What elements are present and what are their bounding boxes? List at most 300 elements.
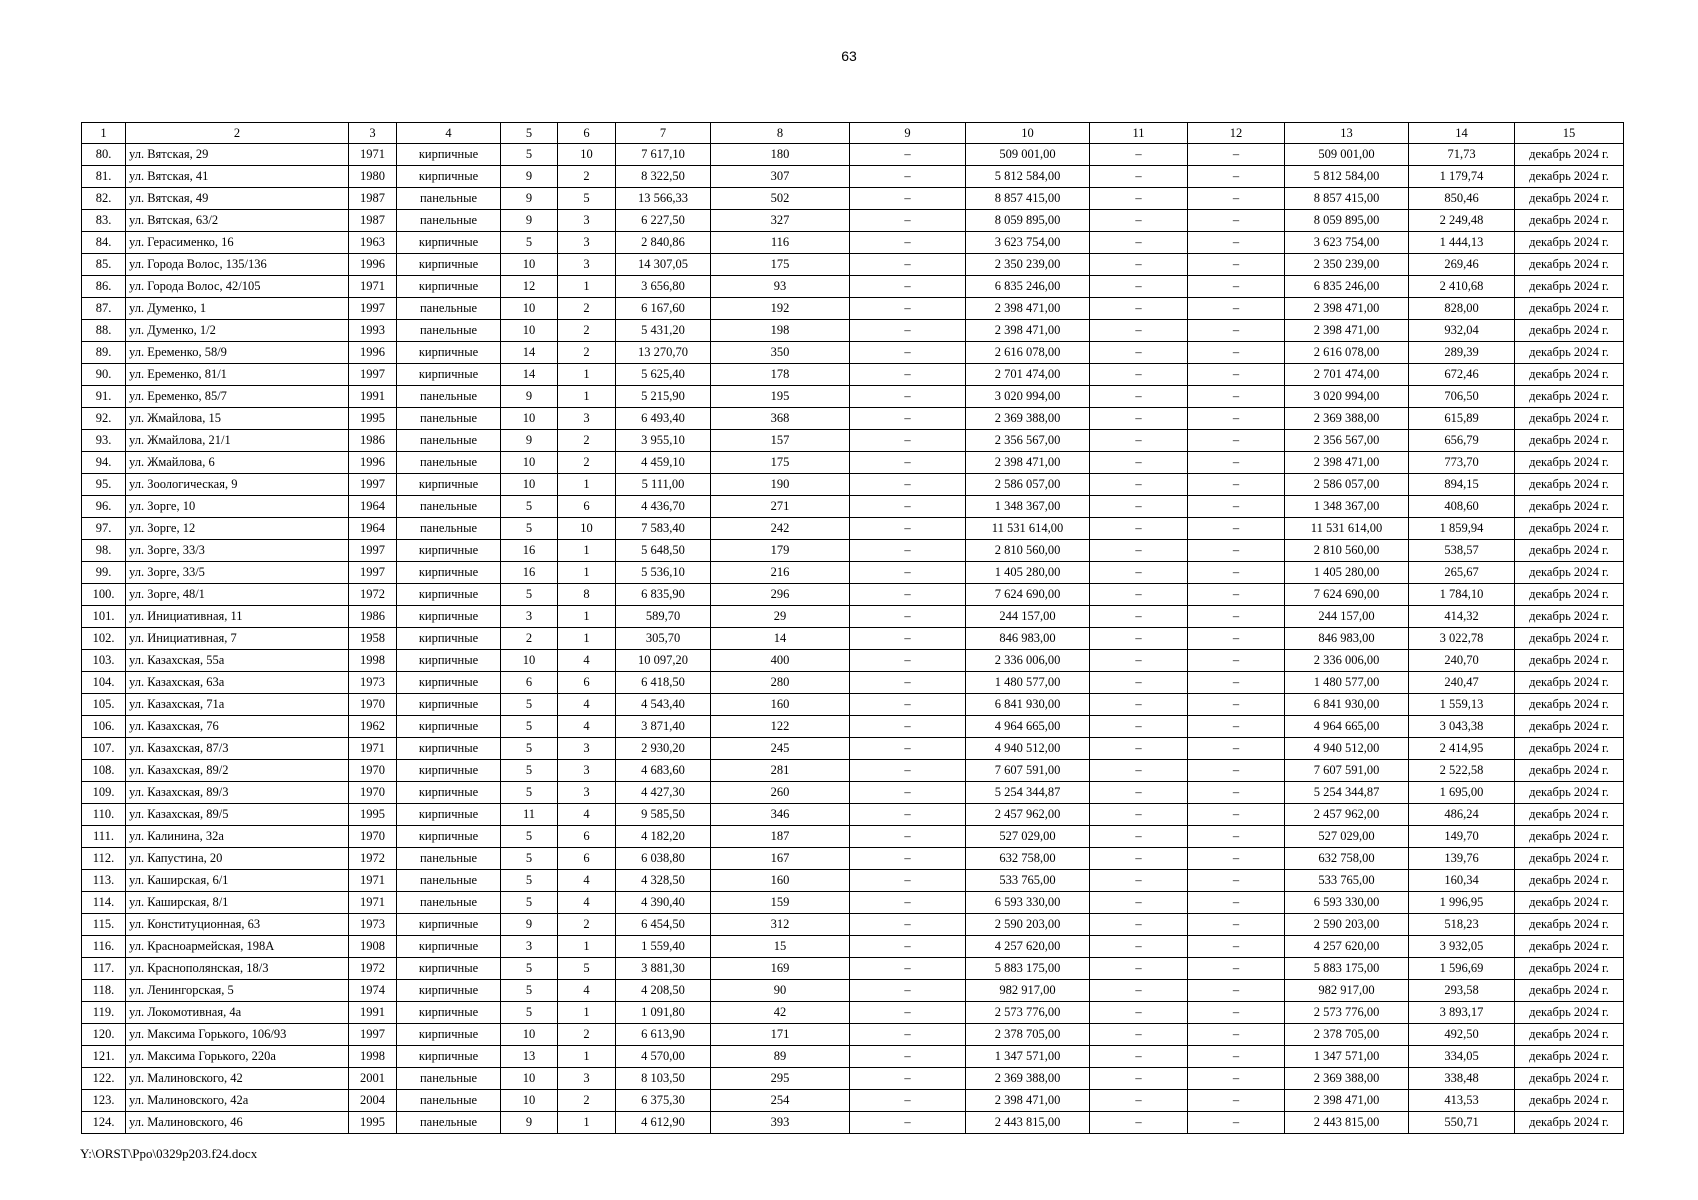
table-cell: ул. Еременко, 85/7 (126, 386, 349, 408)
table-cell: 1964 (349, 518, 397, 540)
table-cell: декабрь 2024 г. (1515, 826, 1624, 848)
table-cell: 2 586 057,00 (1285, 474, 1409, 496)
table-cell: 982 917,00 (1285, 980, 1409, 1002)
file-path-footer: Y:\ORST\Ppo\0329p203.f24.docx (80, 1146, 258, 1161)
table-cell: – (1090, 166, 1188, 188)
table-row (82, 716, 1624, 738)
table-cell: – (1188, 760, 1285, 782)
table-cell: 85. (82, 254, 126, 276)
table-cell: ул. Жмайлова, 15 (126, 408, 349, 430)
table-cell: 240,47 (1409, 672, 1515, 694)
table-row (82, 1068, 1624, 1090)
table-row (82, 408, 1624, 430)
table-cell: 10 097,20 (616, 650, 711, 672)
table-cell: декабрь 2024 г. (1515, 672, 1624, 694)
table-cell: 2 (558, 1090, 616, 1112)
table-cell: 3 022,78 (1409, 628, 1515, 650)
table-cell: 8 322,50 (616, 166, 711, 188)
table-cell: 5 254 344,87 (966, 782, 1090, 804)
table-cell: 408,60 (1409, 496, 1515, 518)
table-cell: 244 157,00 (1285, 606, 1409, 628)
table-cell: 1991 (349, 386, 397, 408)
table-cell: 42 (711, 1002, 850, 1024)
table-cell: – (1090, 1068, 1188, 1090)
table-cell: 2 586 057,00 (966, 474, 1090, 496)
table-row (82, 870, 1624, 892)
table-cell: кирпичные (397, 980, 501, 1002)
table-cell: 160 (711, 694, 850, 716)
table-cell: – (1090, 364, 1188, 386)
table-cell: ул. Ленингорская, 5 (126, 980, 349, 1002)
table-cell: декабрь 2024 г. (1515, 870, 1624, 892)
table-cell: ул. Вятская, 49 (126, 188, 349, 210)
table-cell: – (850, 276, 966, 298)
table-cell: ул. Зорге, 33/3 (126, 540, 349, 562)
table-cell: 160,34 (1409, 870, 1515, 892)
table-cell: 4 (558, 892, 616, 914)
table-cell: 4 257 620,00 (966, 936, 1090, 958)
table-cell: 149,70 (1409, 826, 1515, 848)
table-row (82, 650, 1624, 672)
table-cell: ул. Герасименко, 16 (126, 232, 349, 254)
table-cell: панельные (397, 1112, 501, 1134)
table-cell: 1997 (349, 364, 397, 386)
table-cell: 1970 (349, 782, 397, 804)
table-cell: декабрь 2024 г. (1515, 364, 1624, 386)
table-cell: ул. Конституционная, 63 (126, 914, 349, 936)
table-cell: 773,70 (1409, 452, 1515, 474)
table-cell: панельные (397, 1090, 501, 1112)
table-cell: 198 (711, 320, 850, 342)
table-cell: 2 457 962,00 (1285, 804, 1409, 826)
table-row (82, 232, 1624, 254)
table-cell: 120. (82, 1024, 126, 1046)
table-row (82, 760, 1624, 782)
table-cell: – (850, 804, 966, 826)
table-cell: – (1188, 342, 1285, 364)
table-cell: 5 812 584,00 (966, 166, 1090, 188)
table-cell: 103. (82, 650, 126, 672)
table-cell: 1972 (349, 848, 397, 870)
table-cell: 3 (558, 738, 616, 760)
table-cell: кирпичные (397, 254, 501, 276)
table-cell: ул. Краснополянская, 18/3 (126, 958, 349, 980)
table-cell: ул. Красноармейская, 198А (126, 936, 349, 958)
table-cell: 1997 (349, 298, 397, 320)
table-cell: ул. Вятская, 29 (126, 144, 349, 166)
table-cell: – (850, 298, 966, 320)
table-cell: 1 348 367,00 (1285, 496, 1409, 518)
table-cell: кирпичные (397, 716, 501, 738)
table-cell: 2 398 471,00 (1285, 1090, 1409, 1112)
table-cell: 1 784,10 (1409, 584, 1515, 606)
table-cell: 1 559,13 (1409, 694, 1515, 716)
table-cell: 6 038,80 (616, 848, 711, 870)
table-cell: 98. (82, 540, 126, 562)
table-cell: 4 964 665,00 (966, 716, 1090, 738)
table-cell: ул. Малиновского, 42 (126, 1068, 349, 1090)
table-cell: – (850, 1068, 966, 1090)
table-cell: 2004 (349, 1090, 397, 1112)
table-cell: – (1188, 650, 1285, 672)
table-cell: 5 (501, 144, 558, 166)
table-cell: 5 (501, 826, 558, 848)
table-cell: 706,50 (1409, 386, 1515, 408)
table-cell: 265,67 (1409, 562, 1515, 584)
table-cell: 71,73 (1409, 144, 1515, 166)
table-cell: 6 (501, 672, 558, 694)
table-cell: – (1090, 562, 1188, 584)
table-cell: 109. (82, 782, 126, 804)
table-cell: 81. (82, 166, 126, 188)
table-cell: 3 (501, 936, 558, 958)
table-cell: 1971 (349, 870, 397, 892)
table-cell: 89 (711, 1046, 850, 1068)
table-cell: 5 648,50 (616, 540, 711, 562)
table-cell: 982 917,00 (966, 980, 1090, 1002)
table-cell: 8 (558, 584, 616, 606)
table-cell: панельные (397, 386, 501, 408)
table-cell: ул. Казахская, 89/5 (126, 804, 349, 826)
table-cell: 894,15 (1409, 474, 1515, 496)
table-cell: – (1090, 298, 1188, 320)
table-cell: ул. Казахская, 71а (126, 694, 349, 716)
table-cell: 118. (82, 980, 126, 1002)
table-cell: – (1090, 804, 1188, 826)
table-cell: – (850, 474, 966, 496)
table-cell: – (1188, 232, 1285, 254)
table-cell: 4 570,00 (616, 1046, 711, 1068)
table-cell: 112. (82, 848, 126, 870)
table-cell: декабрь 2024 г. (1515, 804, 1624, 826)
table-cell: – (1090, 650, 1188, 672)
table-cell: панельные (397, 848, 501, 870)
table-cell: – (1090, 276, 1188, 298)
table-cell: 1971 (349, 738, 397, 760)
table-cell: 2 590 203,00 (1285, 914, 1409, 936)
table-cell: – (1188, 474, 1285, 496)
table-cell: – (1090, 540, 1188, 562)
table-cell: 8 857 415,00 (966, 188, 1090, 210)
table-cell: 84. (82, 232, 126, 254)
table-cell: 6 841 930,00 (1285, 694, 1409, 716)
table-cell: ул. Жмайлова, 6 (126, 452, 349, 474)
table-cell: – (1090, 606, 1188, 628)
table-cell: 90. (82, 364, 126, 386)
table-cell: кирпичные (397, 914, 501, 936)
table-cell: 6 227,50 (616, 210, 711, 232)
table-row (82, 936, 1624, 958)
table-cell: панельные (397, 320, 501, 342)
table-cell: 11 531 614,00 (1285, 518, 1409, 540)
table-cell: 8 059 895,00 (966, 210, 1090, 232)
table-cell: кирпичные (397, 364, 501, 386)
table-cell: 2 398 471,00 (1285, 320, 1409, 342)
table-cell: 90 (711, 980, 850, 1002)
table-cell: – (850, 782, 966, 804)
table-cell: ул. Локомотивная, 4а (126, 1002, 349, 1024)
table-cell: 6 375,30 (616, 1090, 711, 1112)
table-cell: 1972 (349, 584, 397, 606)
table-cell: 10 (501, 1024, 558, 1046)
table-cell: 9 (501, 210, 558, 232)
table-cell: 6 835,90 (616, 584, 711, 606)
table-cell: – (1090, 254, 1188, 276)
table-cell: декабрь 2024 г. (1515, 144, 1624, 166)
table-cell: – (850, 452, 966, 474)
table-cell: 2 701 474,00 (1285, 364, 1409, 386)
table-cell: 175 (711, 452, 850, 474)
table-cell: панельные (397, 408, 501, 430)
table-cell: 260 (711, 782, 850, 804)
table-cell: 502 (711, 188, 850, 210)
table-cell: – (1188, 364, 1285, 386)
table-cell: – (1188, 210, 1285, 232)
table-cell: 1 695,00 (1409, 782, 1515, 804)
table-cell: 3 (558, 210, 616, 232)
table-cell: ул. Инициативная, 7 (126, 628, 349, 650)
table-cell: 492,50 (1409, 1024, 1515, 1046)
table-cell: – (1188, 1046, 1285, 1068)
table-cell: кирпичные (397, 166, 501, 188)
table-cell: 97. (82, 518, 126, 540)
table-cell: 169 (711, 958, 850, 980)
table-cell: 846 983,00 (966, 628, 1090, 650)
table-cell: декабрь 2024 г. (1515, 760, 1624, 782)
table-cell: 178 (711, 364, 850, 386)
table-cell: ул. Думенко, 1 (126, 298, 349, 320)
table-cell: 1 (558, 364, 616, 386)
table-cell: 4 940 512,00 (1285, 738, 1409, 760)
table-cell: – (1188, 606, 1285, 628)
table-cell: 1 (558, 628, 616, 650)
table-cell: 108. (82, 760, 126, 782)
table-cell: 3 932,05 (1409, 936, 1515, 958)
table-cell: 1974 (349, 980, 397, 1002)
table-cell: 3 (558, 1068, 616, 1090)
table-cell: 2 573 776,00 (1285, 1002, 1409, 1024)
table-cell: 346 (711, 804, 850, 826)
table-cell: декабрь 2024 г. (1515, 584, 1624, 606)
table-cell: декабрь 2024 г. (1515, 430, 1624, 452)
table-cell: 2 350 239,00 (966, 254, 1090, 276)
table-cell: 4 436,70 (616, 496, 711, 518)
table-cell: – (1188, 892, 1285, 914)
table-cell: – (1090, 914, 1188, 936)
table-cell: 269,46 (1409, 254, 1515, 276)
table-cell: – (850, 892, 966, 914)
table-row (82, 826, 1624, 848)
table-cell: 932,04 (1409, 320, 1515, 342)
table-cell: декабрь 2024 г. (1515, 1046, 1624, 1068)
table-cell: декабрь 2024 г. (1515, 1024, 1624, 1046)
table-cell: 5 (501, 232, 558, 254)
table-cell: 1 347 571,00 (966, 1046, 1090, 1068)
table-cell: ул. Города Волос, 135/136 (126, 254, 349, 276)
table-cell: декабрь 2024 г. (1515, 386, 1624, 408)
table-cell: – (850, 760, 966, 782)
table-row (82, 980, 1624, 1002)
table-cell: – (1090, 738, 1188, 760)
table-cell: 115. (82, 914, 126, 936)
table-cell: 4 (558, 804, 616, 826)
table-cell: 538,57 (1409, 540, 1515, 562)
table-cell: – (1188, 914, 1285, 936)
table-cell: кирпичные (397, 804, 501, 826)
table-cell: 14 (501, 342, 558, 364)
table-cell: 5 (501, 584, 558, 606)
table-cell: декабрь 2024 г. (1515, 342, 1624, 364)
table-cell: 1963 (349, 232, 397, 254)
column-header: 1 (82, 123, 126, 144)
table-cell: 5 (558, 188, 616, 210)
table-cell: 1 405 280,00 (1285, 562, 1409, 584)
table-cell: – (850, 496, 966, 518)
table-cell: 6 418,50 (616, 672, 711, 694)
table-row (82, 276, 1624, 298)
table-cell: 9 (501, 914, 558, 936)
table-cell: – (1188, 694, 1285, 716)
table-cell: кирпичные (397, 738, 501, 760)
table-cell: 5 (501, 716, 558, 738)
table-row (82, 386, 1624, 408)
table-cell: – (1188, 980, 1285, 1002)
table-cell: 8 103,50 (616, 1068, 711, 1090)
table-cell: – (850, 694, 966, 716)
table-cell: – (1188, 408, 1285, 430)
table-cell: 1 (558, 540, 616, 562)
table-cell: – (850, 144, 966, 166)
table-cell: кирпичные (397, 276, 501, 298)
table-cell: 110. (82, 804, 126, 826)
table-cell: 179 (711, 540, 850, 562)
table-cell: 195 (711, 386, 850, 408)
table-cell: 1972 (349, 958, 397, 980)
table-cell: 2 701 474,00 (966, 364, 1090, 386)
table-cell: – (1188, 386, 1285, 408)
table-cell: 1997 (349, 474, 397, 496)
table-cell: – (850, 408, 966, 430)
table-cell: 9 (501, 166, 558, 188)
table-cell: ул. Вятская, 63/2 (126, 210, 349, 232)
page-number: 63 (841, 48, 857, 64)
table-cell: декабрь 2024 г. (1515, 914, 1624, 936)
table-cell: 1997 (349, 1024, 397, 1046)
table-cell: – (1090, 210, 1188, 232)
table-cell: 89. (82, 342, 126, 364)
table-cell: декабрь 2024 г. (1515, 936, 1624, 958)
table-cell: кирпичные (397, 606, 501, 628)
table-cell: – (1188, 276, 1285, 298)
table-cell: 1 (558, 474, 616, 496)
table-cell: кирпичные (397, 584, 501, 606)
table-cell: – (850, 936, 966, 958)
table-cell: панельные (397, 892, 501, 914)
table-cell: ул. Казахская, 89/2 (126, 760, 349, 782)
table-cell: ул. Капустина, 20 (126, 848, 349, 870)
table-cell: 122. (82, 1068, 126, 1090)
table-row (82, 166, 1624, 188)
table-cell: – (850, 1024, 966, 1046)
table-cell: ул. Зоологическая, 9 (126, 474, 349, 496)
table-cell: ул. Еременко, 58/9 (126, 342, 349, 364)
table-cell: 192 (711, 298, 850, 320)
table-cell: – (1090, 386, 1188, 408)
table-cell: 8 059 895,00 (1285, 210, 1409, 232)
table-cell: декабрь 2024 г. (1515, 276, 1624, 298)
table-cell: 3 656,80 (616, 276, 711, 298)
table-cell: ул. Казахская, 63а (126, 672, 349, 694)
table-row (82, 738, 1624, 760)
table-cell: ул. Калинина, 32а (126, 826, 349, 848)
table-cell: – (1090, 1002, 1188, 1024)
table-cell: – (1188, 1002, 1285, 1024)
table-cell: ул. Города Волос, 42/105 (126, 276, 349, 298)
table-cell: 2 410,68 (1409, 276, 1515, 298)
table-cell: декабрь 2024 г. (1515, 628, 1624, 650)
table-cell: ул. Думенко, 1/2 (126, 320, 349, 342)
table-cell: 1997 (349, 562, 397, 584)
table-cell: 1964 (349, 496, 397, 518)
table-cell: 7 607 591,00 (1285, 760, 1409, 782)
table-row (82, 210, 1624, 232)
table-cell: 1970 (349, 694, 397, 716)
table-cell: – (850, 518, 966, 540)
table-cell: 14 (711, 628, 850, 650)
table-cell: кирпичные (397, 342, 501, 364)
column-header: 3 (349, 123, 397, 144)
table-cell: 180 (711, 144, 850, 166)
table-cell: 9 (501, 386, 558, 408)
table-cell: 2 369 388,00 (966, 1068, 1090, 1090)
table-cell: кирпичные (397, 760, 501, 782)
table-cell: 9 (501, 430, 558, 452)
table-cell: 6 454,50 (616, 914, 711, 936)
table-cell: 1996 (349, 254, 397, 276)
table-cell: – (1090, 892, 1188, 914)
column-header: 14 (1409, 123, 1515, 144)
table-cell: 5 536,10 (616, 562, 711, 584)
table-row (82, 342, 1624, 364)
table-cell: 119. (82, 1002, 126, 1024)
table-cell: – (850, 166, 966, 188)
table-cell: – (1188, 804, 1285, 826)
table-cell: 4 427,30 (616, 782, 711, 804)
table-cell: 296 (711, 584, 850, 606)
table-cell: ул. Зорге, 12 (126, 518, 349, 540)
table-cell: 254 (711, 1090, 850, 1112)
table-cell: 93. (82, 430, 126, 452)
table-cell: – (1188, 430, 1285, 452)
table-cell: 5 883 175,00 (1285, 958, 1409, 980)
table-cell: 4 964 665,00 (1285, 716, 1409, 738)
column-header: 10 (966, 123, 1090, 144)
table-cell: 240,70 (1409, 650, 1515, 672)
table-cell: 2 (501, 628, 558, 650)
table-cell: кирпичные (397, 782, 501, 804)
column-number-row (82, 123, 1624, 144)
table-cell: 1 596,69 (1409, 958, 1515, 980)
table-row (82, 694, 1624, 716)
table-cell: 1958 (349, 628, 397, 650)
table-cell: 86. (82, 276, 126, 298)
table-cell: 846 983,00 (1285, 628, 1409, 650)
table-cell: 1 091,80 (616, 1002, 711, 1024)
table-cell: – (1188, 936, 1285, 958)
table-cell: ул. Зорге, 10 (126, 496, 349, 518)
table-cell: 1 559,40 (616, 936, 711, 958)
table-cell: декабрь 2024 г. (1515, 606, 1624, 628)
